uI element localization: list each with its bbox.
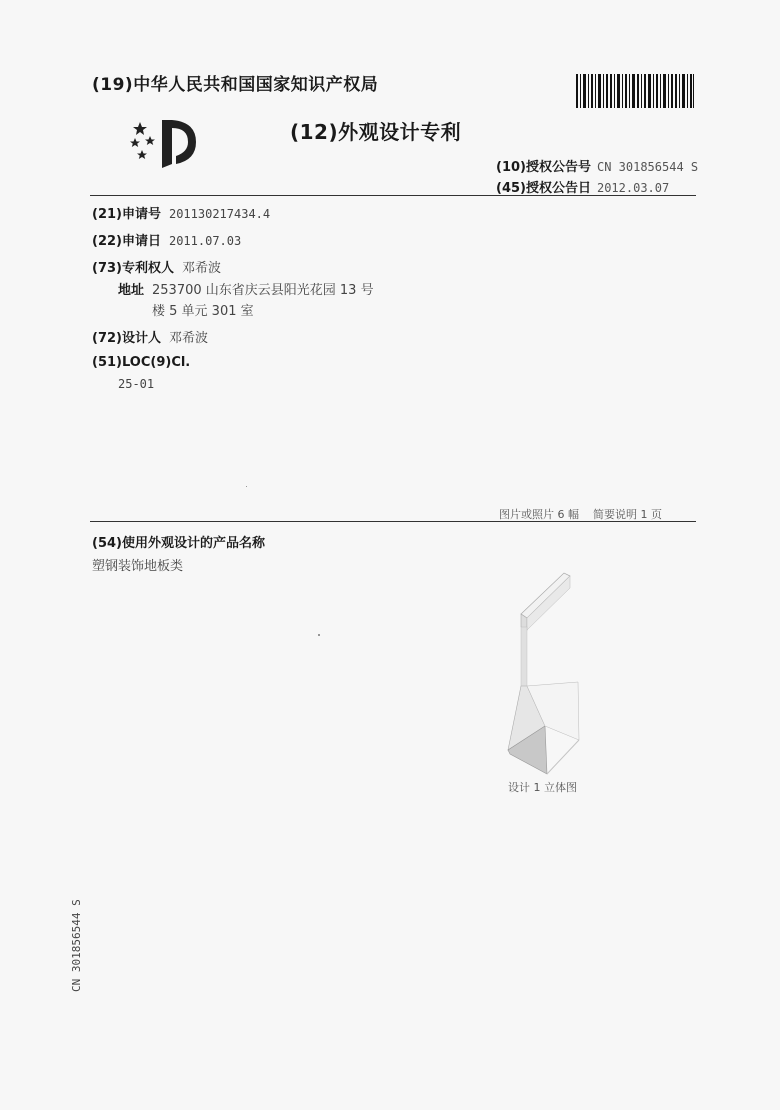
- product-name-row: [92, 555, 183, 574]
- summary-divider: [90, 521, 696, 522]
- designer: [92, 327, 208, 346]
- description-pages: 简要说明 1 页: [593, 508, 662, 521]
- figure-caption: 设计 1 立体图: [508, 781, 577, 794]
- scan-speck: [318, 634, 320, 636]
- side-publication-number: CN 301856544 S: [70, 899, 83, 992]
- loc-value: 25-01: [118, 377, 155, 391]
- publication-number-value: CN 301856544 S: [596, 160, 699, 174]
- publication-date-value: 2012.03.07: [596, 181, 670, 195]
- designer-value: 邓希波: [168, 331, 208, 346]
- address-line-2: 楼 5 单元 301 室: [152, 304, 254, 319]
- address-continued: [152, 300, 254, 319]
- application-number-label: (21)申请号: [92, 207, 161, 222]
- application-number-value: 201130217434.4: [168, 207, 271, 221]
- patentee-label: (73)专利权人: [92, 261, 174, 276]
- publication-date: [496, 177, 669, 196]
- drawings-count: 图片或照片 6 幅: [499, 508, 579, 521]
- address-line-1: 253700 山东省庆云县阳光花园 13 号: [152, 283, 374, 298]
- header-divider: [90, 195, 696, 196]
- application-number: [92, 203, 270, 222]
- application-date: [92, 230, 241, 249]
- issuing-office: (19)中华人民共和国国家知识产权局: [92, 75, 379, 95]
- publication-number-label: (10)授权公告号: [496, 160, 591, 175]
- barcode: [576, 74, 694, 108]
- scan-speck: [246, 486, 247, 487]
- address-label: 地址: [118, 283, 145, 298]
- publication-date-label: (45)授权公告日: [496, 181, 591, 196]
- product-name: 塑钢装饰地板类: [92, 559, 184, 574]
- loc-class-value-row: [118, 377, 154, 392]
- address: [118, 279, 374, 298]
- patentee-value: 邓希波: [181, 261, 221, 276]
- summary-line: [499, 506, 662, 522]
- loc-classification: [92, 355, 190, 370]
- document-type: (12)外观设计专利: [290, 120, 462, 144]
- publication-number: [496, 156, 698, 175]
- application-date-value: 2011.07.03: [168, 234, 242, 248]
- patentee: [92, 257, 221, 276]
- loc-label: (51)LOC(9)Cl.: [92, 355, 191, 370]
- designer-label: (72)设计人: [92, 331, 161, 346]
- product-name-label: (54)使用外观设计的产品名称: [92, 536, 265, 551]
- design-perspective-drawing: [505, 570, 585, 776]
- application-date-label: (22)申请日: [92, 234, 161, 249]
- product-name-field: [92, 532, 265, 551]
- sipo-logo-icon: [126, 114, 204, 170]
